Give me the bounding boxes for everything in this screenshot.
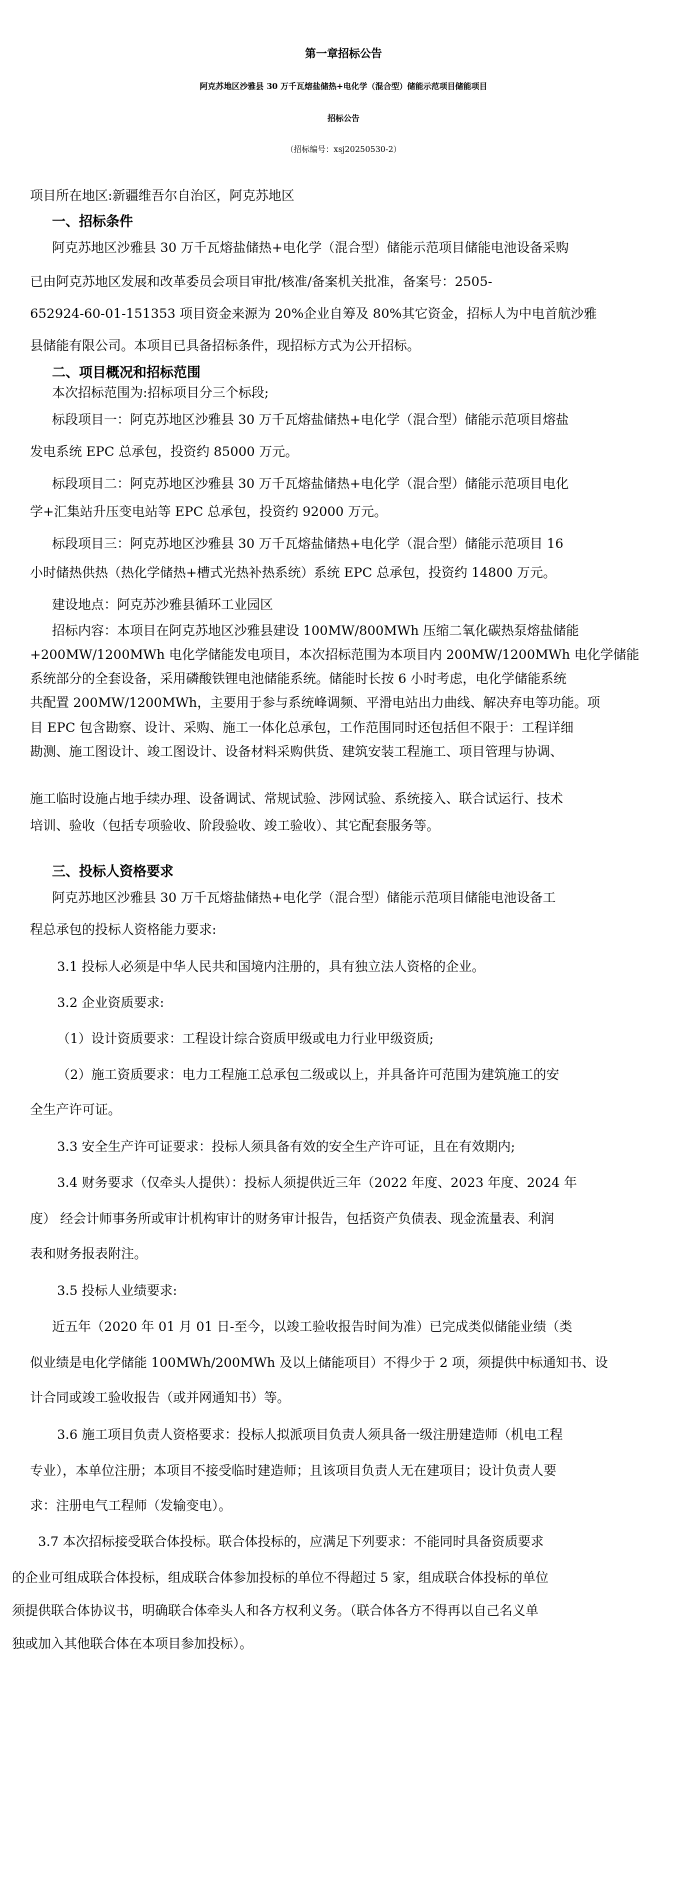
req-3-5: 3.5 投标人业绩要求: bbox=[57, 1284, 178, 1299]
content-line: 招标内容：本项目在阿克苏地区沙雅县建设 100MW/800MWh 压缩二氧化碳热泵熔盐储能 bbox=[52, 624, 579, 639]
req-3-3: 3.3 安全生产许可证要求：投标人须具备有效的安全生产许可证，且在有效期内; bbox=[57, 1140, 516, 1155]
project-location: 项目所在地区:新疆维吾尔自治区，阿克苏地区 bbox=[30, 189, 295, 204]
req-3-5-detail: 计合同或竣工验收报告（或并网通知书）等。 bbox=[30, 1391, 291, 1406]
content-line: 培训、验收（包括专项验收、阶段验收、竣工验收）、其它配套服务等。 bbox=[30, 819, 440, 834]
section-1-heading: 一、招标条件 bbox=[52, 214, 133, 230]
content-line: 系统部分的全套设备，采用磷酸铁锂电池储能系统。储能时长按 6 小时考虑，电化学储能系统 bbox=[30, 672, 567, 687]
section-2-heading: 二、项目概况和招标范围 bbox=[52, 365, 201, 381]
req-3-7: 3.7 本次招标接受联合体投标。联合体投标的，应满足下列要求：不能同时具备资质要求 bbox=[38, 1535, 544, 1550]
req-3-5-detail: 似业绩是电化学储能 100MWh/200MWh 及以上储能项目）不得少于 2 项，须提供中标通知书、设 bbox=[30, 1356, 608, 1371]
section-1-line: 已由阿克苏地区发展和改革委员会项目审批/核准/备案机关批准，备案号：2505- bbox=[30, 275, 493, 290]
doc-subtitle-notice: 招标公告 bbox=[327, 113, 360, 123]
req-3-7: 须提供联合体协议书，明确联合体牵头人和各方权利义务。（联合体各方不得再以自己名义单 bbox=[12, 1604, 539, 1619]
content-line: 目 EPC 包含勘察、设计、采购、施工一体化总承包，工作范围同时还包括但不限于：工程详细 bbox=[30, 721, 574, 736]
content-line: +200MW/1200MWh 电化学储能发电项目，本次招标范围为本项目内 200MW/1200MWh 电化学储能 bbox=[30, 648, 640, 663]
req-3-6: 求：注册电气工程师（发输变电）。 bbox=[30, 1499, 232, 1514]
lot-1-line: 发电系统 EPC 总承包，投资约 85000 万元。 bbox=[30, 445, 299, 460]
lot-2-line: 学+汇集站升压变电站等 EPC 总承包，投资约 92000 万元。 bbox=[30, 505, 387, 520]
lot-3-line: 标段项目三：阿克苏地区沙雅县 30 万千瓦熔盐储热+电化学（混合型）储能示范项目 16 bbox=[52, 537, 564, 552]
section-1-line: 县储能有限公司。本项目已具备招标条件，现招标方式为公开招标。 bbox=[30, 339, 421, 354]
section-3-heading: 三、投标人资格要求 bbox=[52, 864, 174, 880]
scope-text: 本次招标范围为:招标项目分三个标段; bbox=[52, 386, 269, 401]
content-line: 共配置 200MW/1200MWh，主要用于参与系统峰调频、平滑电站出力曲线、解决弃电等功能。项 bbox=[30, 696, 601, 711]
req-3-4: 表和财务报表附注。 bbox=[30, 1247, 148, 1262]
req-3-2-design: （1）设计资质要求：工程设计综合资质甲级或电力行业甲级资质; bbox=[57, 1032, 434, 1047]
section-3-intro: 程总承包的投标人资格能力要求: bbox=[30, 923, 217, 938]
lot-3-line: 小时储热供热（热化学储热+槽式光热补热系统）系统 EPC 总承包，投资约 14800 万元。 bbox=[30, 566, 556, 581]
req-3-6: 专业），本单位注册；本项目不接受临时建造师；且该项目负责人无在建项目；设计负责人要 bbox=[30, 1464, 557, 1479]
req-3-7: 独或加入其他联合体在本项目参加投标）。 bbox=[12, 1637, 253, 1652]
req-3-5-detail: 近五年（2020 年 01 月 01 日-至今，以竣工验收报告时间为准）已完成类似储能业绩（类 bbox=[52, 1320, 573, 1335]
section-1-line: 652924-60-01-151353 项目资金来源为 20%企业自筹及 80%其它资金，招标人为中电首航沙雅 bbox=[30, 307, 597, 322]
content-line: 施工临时设施占地手续办理、设备调试、常规试验、涉网试验、系统接入、联合试运行、技术 bbox=[30, 792, 564, 807]
req-3-4: 度） 经会计师事务所或审计机构审计的财务审计报告，包括资产负债表、现金流量表、利润 bbox=[30, 1212, 555, 1227]
section-3-intro: 阿克苏地区沙雅县 30 万千瓦熔盐储热+电化学（混合型）储能示范项目储能电池设备工 bbox=[52, 891, 556, 906]
lot-1-line: 标段项目一：阿克苏地区沙雅县 30 万千瓦熔盐储热+电化学（混合型）储能示范项目熔盐 bbox=[52, 413, 569, 428]
doc-subtitle: 阿克苏地区沙雅县 30 万千瓦熔盐储热+电化学（混合型）储能示范项目储能项目 bbox=[199, 81, 488, 91]
content-line: 勘测、施工图设计、竣工图设计、设备材料采购供货、建筑安装工程施工、项目管理与协调、 bbox=[30, 745, 564, 760]
req-3-1: 3.1 投标人必须是中华人民共和国境内注册的，具有独立法人资格的企业。 bbox=[57, 960, 485, 975]
section-1-line: 阿克苏地区沙雅县 30 万千瓦熔盐储热+电化学（混合型）储能示范项目储能电池设备采购 bbox=[52, 241, 569, 256]
req-3-2-construction: 全生产许可证。 bbox=[30, 1103, 122, 1118]
req-3-2: 3.2 企业资质要求: bbox=[57, 996, 165, 1011]
req-3-7: 的企业可组成联合体投标，组成联合体参加投标的单位不得超过 5 家，组成联合体投标的单位 bbox=[12, 1571, 549, 1586]
site-text: 建设地点：阿克苏沙雅县循环工业园区 bbox=[52, 598, 274, 613]
req-3-6: 3.6 施工项目负责人资格要求：投标人拟派项目负责人须具备一级注册建造师（机电工程 bbox=[57, 1428, 563, 1443]
lot-2-line: 标段项目二：阿克苏地区沙雅县 30 万千瓦熔盐储热+电化学（混合型）储能示范项目电化 bbox=[52, 477, 569, 492]
tender-code: （招标编号：xsj20250530-2） bbox=[285, 145, 402, 154]
req-3-4: 3.4 财务要求（仅牵头人提供）：投标人须提供近三年（2022 年度、2023 年度、2024 年 bbox=[57, 1176, 577, 1191]
req-3-2-construction: （2）施工资质要求：电力工程施工总承包二级或以上，并具备许可范围为建筑施工的安 bbox=[57, 1068, 560, 1083]
doc-title: 第一章招标公告 bbox=[305, 47, 382, 60]
